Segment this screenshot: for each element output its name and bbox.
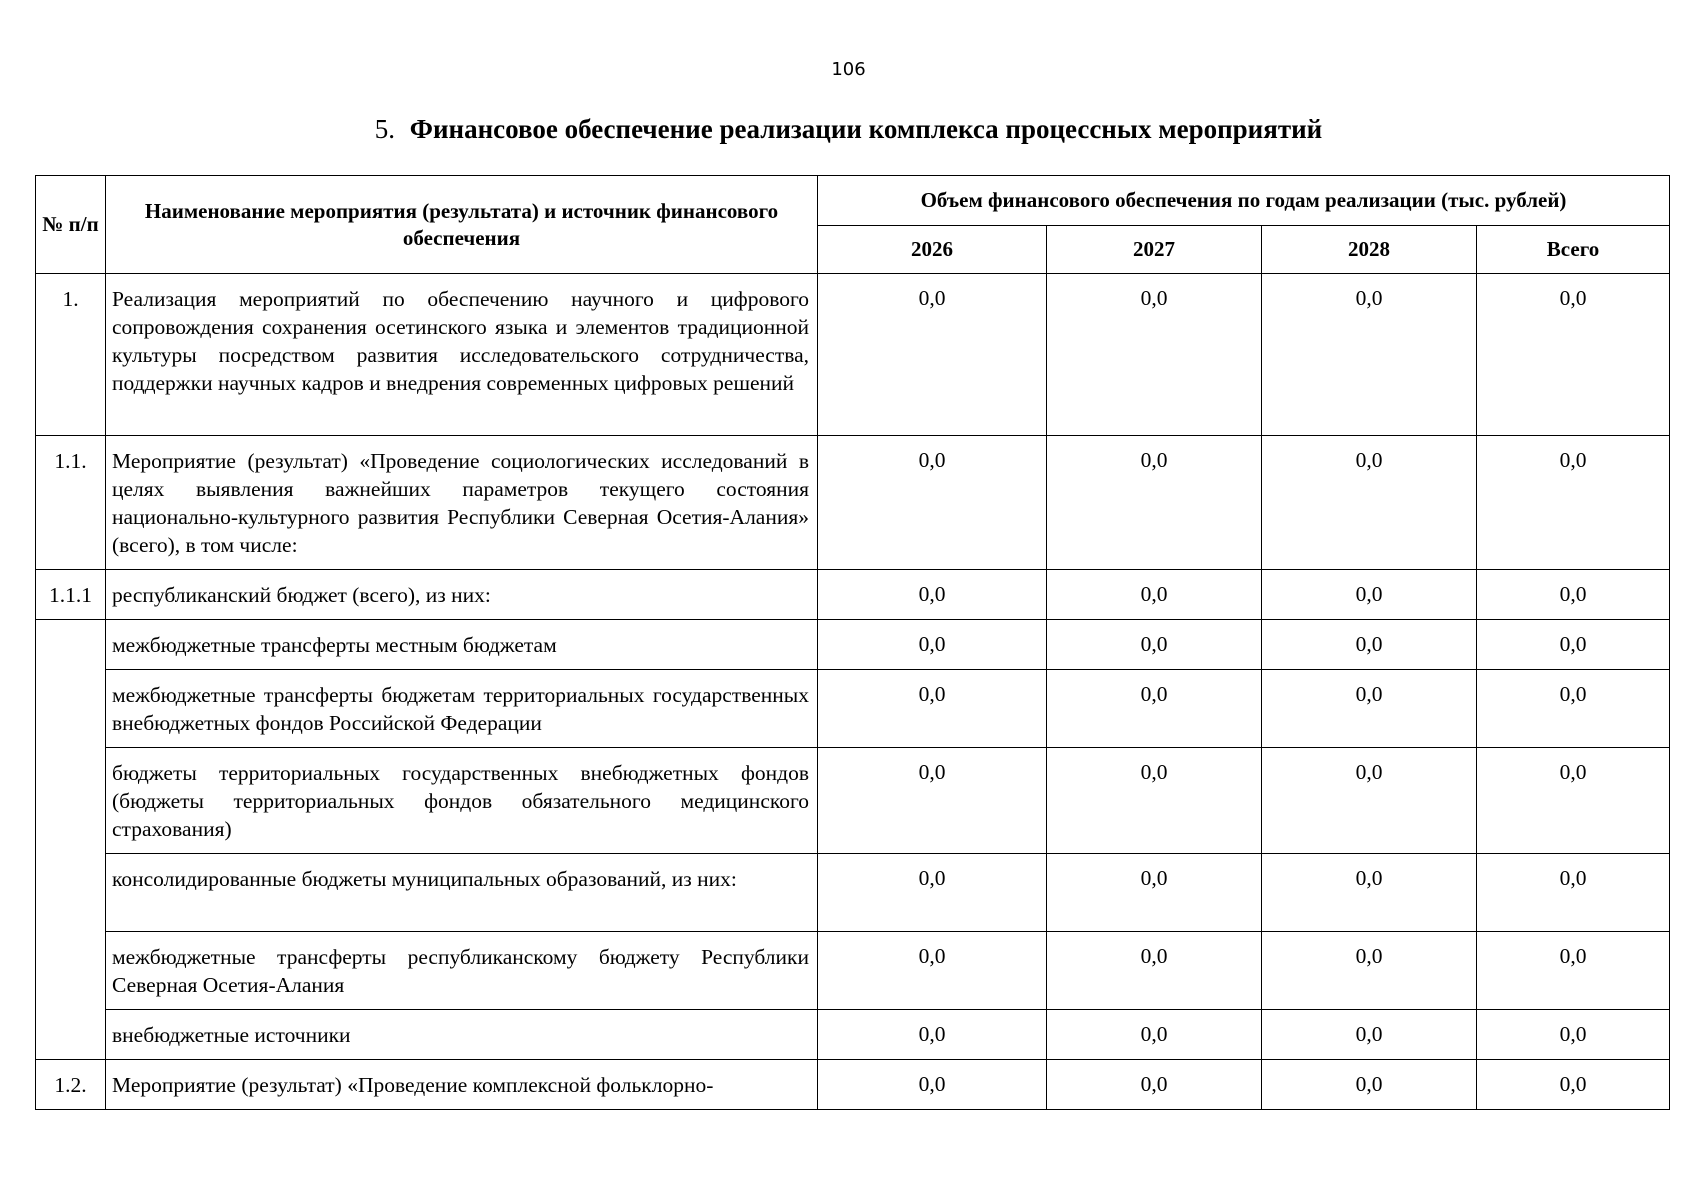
value-2027: 0,0: [1047, 932, 1262, 1010]
value-2026: 0,0: [818, 436, 1047, 570]
value-2026: 0,0: [818, 1060, 1047, 1110]
value-total: 0,0: [1477, 748, 1670, 854]
table-row: [36, 1060, 1670, 1110]
row-number: 1.1.1: [36, 570, 106, 620]
section-title-text: Финансовое обеспечение реализации комплекса процессных мероприятий: [409, 114, 1323, 144]
value-2027: 0,0: [1047, 1060, 1262, 1110]
row-number: 1.2.: [36, 1060, 106, 1110]
row-name: Мероприятие (результат) «Проведение комплексной фольклорно-: [106, 1060, 818, 1110]
value-2027: 0,0: [1047, 748, 1262, 854]
value-total: 0,0: [1477, 274, 1670, 436]
header-name: Наименование мероприятия (результата) и источник финансового обеспечения: [106, 176, 818, 274]
row-name: республиканский бюджет (всего), из них:: [106, 570, 818, 620]
value-2028: 0,0: [1262, 620, 1477, 670]
value-2027: 0,0: [1047, 436, 1262, 570]
value-2028: 0,0: [1262, 932, 1477, 1010]
value-2026: 0,0: [818, 670, 1047, 748]
page-number: 106: [831, 59, 866, 80]
table-row: [36, 854, 1670, 932]
value-2028: 0,0: [1262, 274, 1477, 436]
header-year-2026: 2026: [818, 226, 1047, 274]
table-row: [36, 570, 1670, 620]
value-2028: 0,0: [1262, 1060, 1477, 1110]
row-name: межбюджетные трансферты местным бюджетам: [106, 620, 818, 670]
row-number-empty: [36, 620, 106, 1060]
section-title: [0, 114, 1697, 145]
value-2026: 0,0: [818, 274, 1047, 436]
value-total: 0,0: [1477, 854, 1670, 932]
value-2028: 0,0: [1262, 570, 1477, 620]
header-num: № п/п: [36, 176, 106, 274]
value-total: 0,0: [1477, 1060, 1670, 1110]
row-number: 1.: [36, 274, 106, 436]
value-2026: 0,0: [818, 620, 1047, 670]
value-2027: 0,0: [1047, 620, 1262, 670]
value-2027: 0,0: [1047, 670, 1262, 748]
table-row: [36, 932, 1670, 1010]
header-total: Всего: [1477, 226, 1670, 274]
value-2028: 0,0: [1262, 670, 1477, 748]
value-2026: 0,0: [818, 570, 1047, 620]
row-number: 1.1.: [36, 436, 106, 570]
value-2028: 0,0: [1262, 436, 1477, 570]
row-name: межбюджетные трансферты республиканскому бюджету Республики Северная Осетия-Алания: [106, 932, 818, 1010]
row-name: внебюджетные источники: [106, 1010, 818, 1060]
table-row: [36, 1010, 1670, 1060]
row-name: консолидированные бюджеты муниципальных образований, из них:: [106, 854, 818, 932]
value-2026: 0,0: [818, 1010, 1047, 1060]
value-2026: 0,0: [818, 748, 1047, 854]
value-total: 0,0: [1477, 570, 1670, 620]
value-2027: 0,0: [1047, 1010, 1262, 1060]
value-total: 0,0: [1477, 620, 1670, 670]
table-row: [36, 274, 1670, 436]
row-name: Мероприятие (результат) «Проведение социологических исследований в целях выявления важнейших параметров текущего состояния национально-культурного развития Республики Северная Осетия-Алания» (всего), в том числе:: [106, 436, 818, 570]
section-number: 5.: [374, 114, 396, 144]
value-total: 0,0: [1477, 436, 1670, 570]
value-2027: 0,0: [1047, 854, 1262, 932]
value-2026: 0,0: [818, 932, 1047, 1010]
value-2028: 0,0: [1262, 748, 1477, 854]
financing-table: [35, 175, 1670, 1110]
value-2027: 0,0: [1047, 274, 1262, 436]
value-2028: 0,0: [1262, 1010, 1477, 1060]
row-name: межбюджетные трансферты бюджетам территориальных государственных внебюджетных фондов Российской Федерации: [106, 670, 818, 748]
header-volume: Объем финансового обеспечения по годам реализации (тыс. рублей): [818, 176, 1670, 226]
value-2027: 0,0: [1047, 570, 1262, 620]
value-total: 0,0: [1477, 670, 1670, 748]
header-year-2028: 2028: [1262, 226, 1477, 274]
row-name: Реализация мероприятий по обеспечению научного и цифрового сопровождения сохранения осетинского языка и элементов традиционной культуры посредством развития исследовательского сотрудничества, поддержки научных кадров и внедрения современных цифровых решений: [106, 274, 818, 436]
header-year-2027: 2027: [1047, 226, 1262, 274]
table-row: [36, 436, 1670, 570]
row-name: бюджеты территориальных государственных внебюджетных фондов (бюджеты территориальных фондов обязательного медицинского страхования): [106, 748, 818, 854]
table-row: [36, 748, 1670, 854]
value-2026: 0,0: [818, 854, 1047, 932]
value-2028: 0,0: [1262, 854, 1477, 932]
table-row: [36, 670, 1670, 748]
value-total: 0,0: [1477, 932, 1670, 1010]
table-row: [36, 620, 1670, 670]
value-total: 0,0: [1477, 1010, 1670, 1060]
